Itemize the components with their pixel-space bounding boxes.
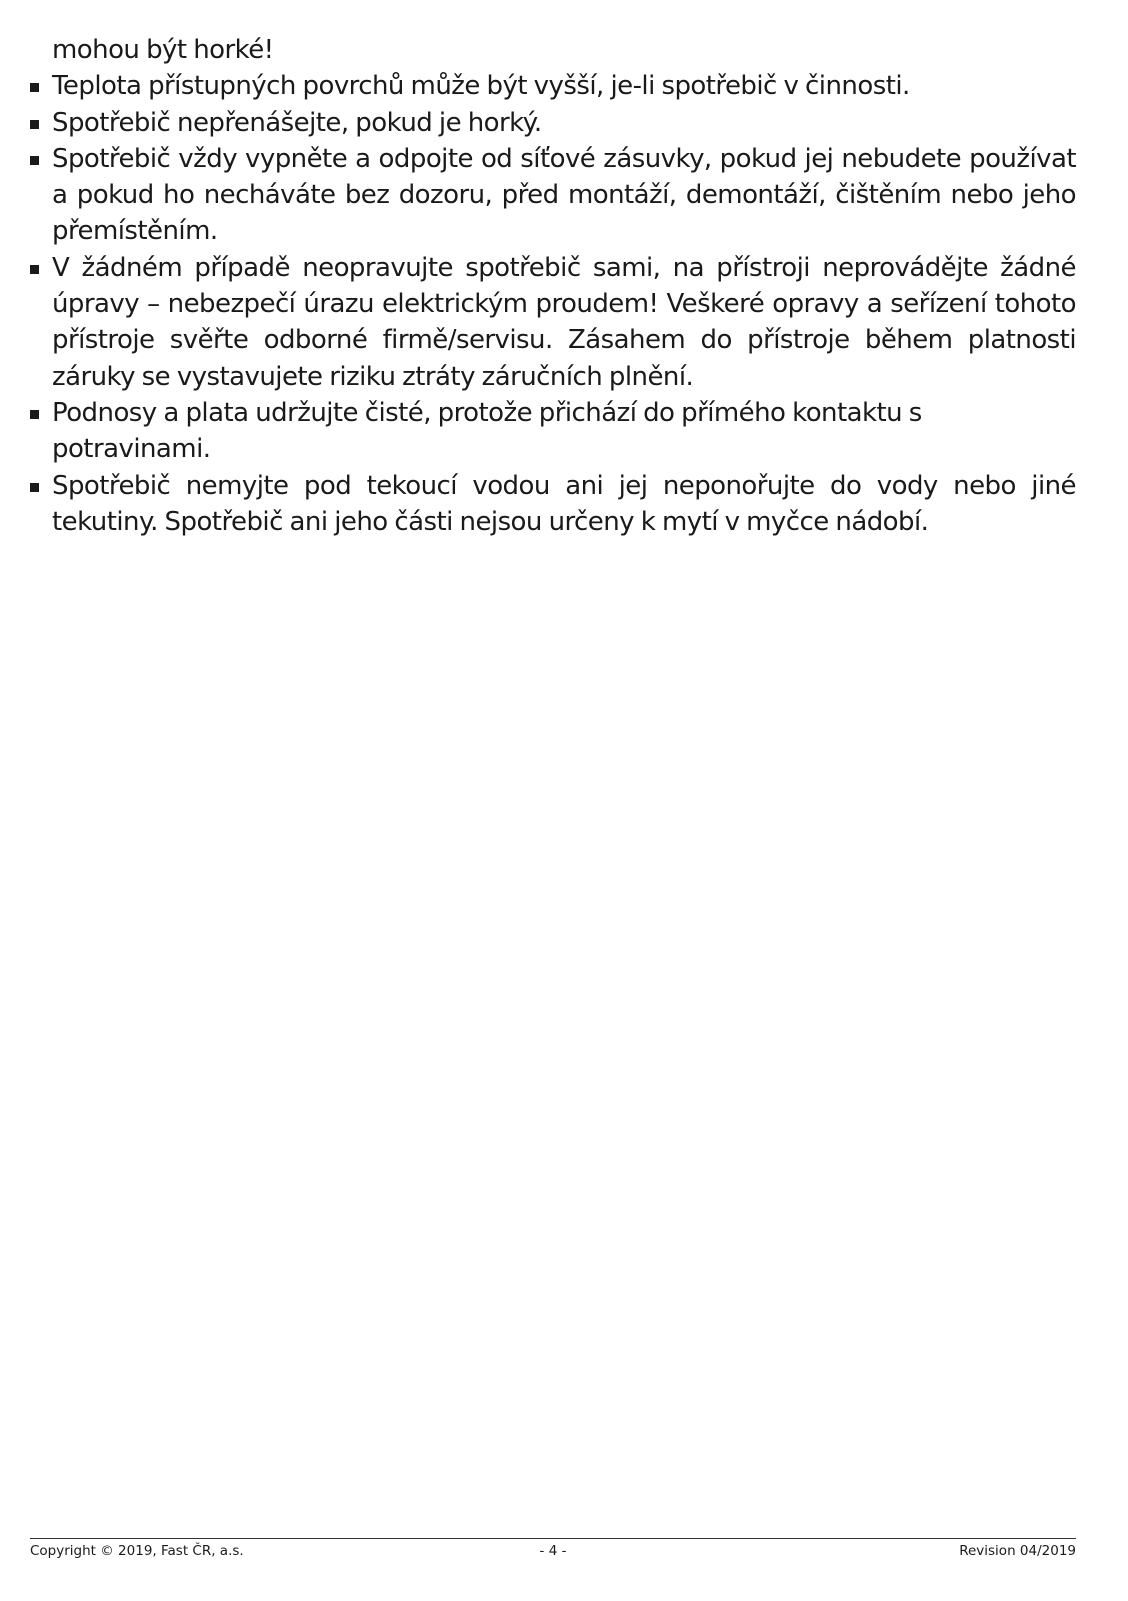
list-item-text: Spotřebič vždy vypněte a odpojte od síťové zásuvky, pokud jej nebudete používat a pokud ho necháváte bez dozoru, před montáží, demontáží, čištěním nebo jeho přemístěním. bbox=[52, 143, 1076, 247]
continuation-text: mohou být horké! bbox=[52, 35, 274, 65]
square-bullet-icon bbox=[30, 120, 39, 129]
list-item bbox=[52, 468, 1076, 541]
page-footer bbox=[30, 1542, 1076, 1562]
square-bullet-icon bbox=[30, 410, 39, 419]
document-body bbox=[52, 32, 1076, 540]
list-item-text: Podnosy a plata udržujte čisté, protože přichází do přímého kontaktu s potravinami. bbox=[52, 397, 922, 465]
list-item-text: Spotřebič nemyjte pod tekoucí vodou ani jej neponořujte do vody nebo jiné tekutiny. Spotřebič ani jeho části nejsou určeny k mytí v myčce nádobí. bbox=[52, 470, 1076, 537]
list-item-text: V žádném případě neopravujte spotřebič sami, na přístroji neprovádějte žádné úpravy – nebezpečí úrazu elektrickým proudem! Veškeré opravy a seřízení tohoto přístroje svěřte odborné firmě/servisu. Zásahem do přístroje během platnosti záruky se vystavujete riziku ztráty záručních plnění. bbox=[52, 252, 1076, 392]
list-item bbox=[52, 395, 1076, 468]
list-item-text: Teplota přístupných povrchů může být vyšší, je-li spotřebič v činnosti. bbox=[52, 71, 910, 102]
square-bullet-icon bbox=[30, 483, 39, 492]
safety-instructions-list bbox=[52, 68, 1076, 540]
square-bullet-icon bbox=[30, 265, 39, 274]
square-bullet-icon bbox=[30, 156, 39, 165]
list-item bbox=[52, 68, 1076, 104]
footer-divider bbox=[30, 1538, 1076, 1539]
revision-label: Revision 04/2019 bbox=[959, 1543, 1076, 1559]
copyright-notice: Copyright © 2019, Fast ČR, a.s. bbox=[30, 1543, 244, 1559]
square-bullet-icon bbox=[30, 83, 39, 92]
list-item-text: Spotřebič nepřenášejte, pokud je horký. bbox=[52, 107, 542, 138]
list-item bbox=[52, 250, 1076, 395]
list-item bbox=[52, 141, 1076, 250]
page-number: - 4 - bbox=[539, 1543, 567, 1559]
list-item bbox=[52, 105, 1076, 141]
